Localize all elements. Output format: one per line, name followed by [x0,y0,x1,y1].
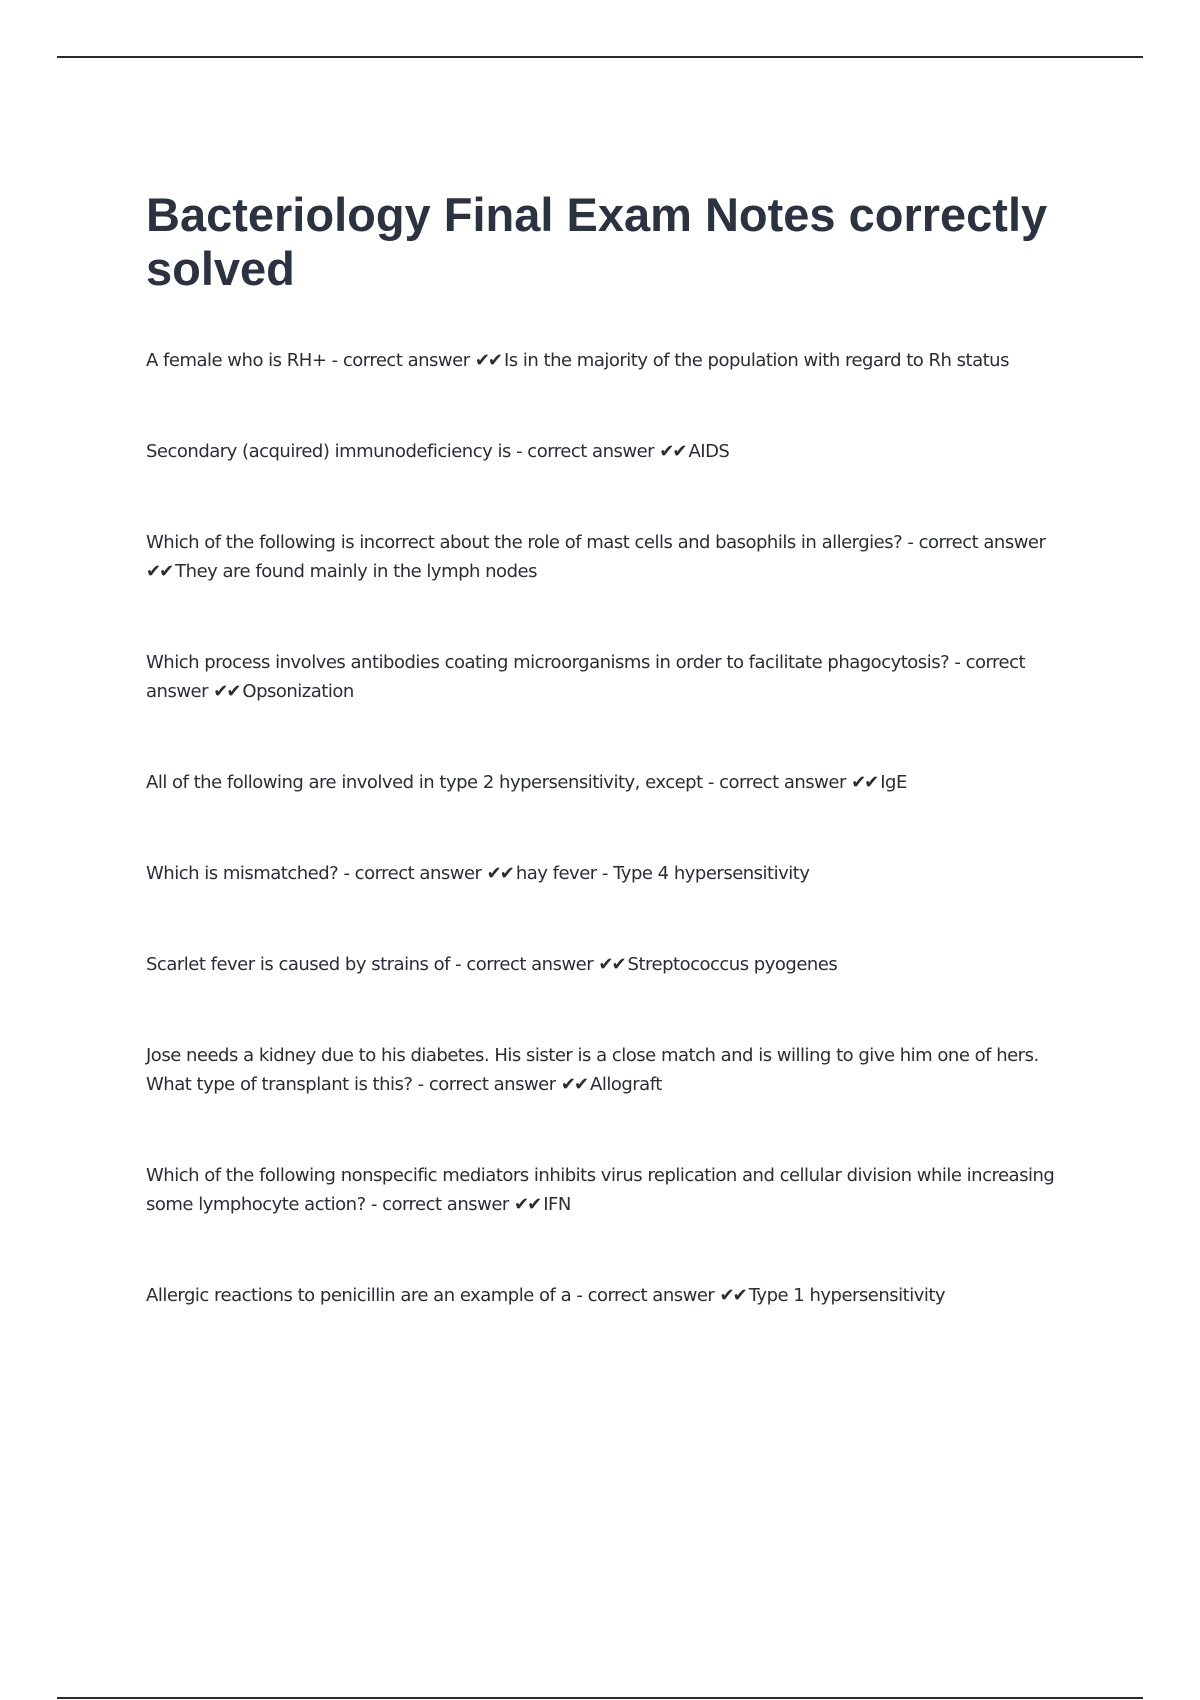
correct-answer-label: - correct answer [510,441,660,462]
question-text: Scarlet fever is caused by strains of [146,954,450,975]
qa-list [146,346,1076,1310]
correct-answer-label: - correct answer [326,350,475,371]
answer-text: Opsonization [242,681,354,702]
check-icon: ✔✔ [213,681,240,702]
check-icon: ✔✔ [486,863,513,884]
answer-text: Allograft [590,1074,662,1095]
answer-text: Streptococcus pyogenes [627,954,838,975]
answer-text: They are found mainly in the lymph nodes [175,561,537,582]
check-icon: ✔✔ [560,1074,588,1095]
question-text: A female who is RH+ [146,350,327,371]
correct-answer-label: - correct answer [365,1194,515,1215]
qa-item [146,648,1076,706]
question-text: Allergic reactions to penicillin are an example of a [146,1285,572,1306]
correct-answer-label: - correct answer [449,954,599,975]
correct-answer-label: - correct answer [146,652,1026,702]
answer-text: AIDS [688,441,730,462]
answer-text: hay fever - Type 4 hypersensitivity [515,863,810,884]
check-icon: ✔✔ [146,561,173,582]
check-icon: ✔✔ [514,1194,541,1215]
correct-answer-label: - correct answer [702,772,852,793]
answer-text: IgE [880,772,907,793]
check-icon: ✔✔ [851,772,878,793]
correct-answer-label: - correct answer [338,863,487,884]
question-text: Which of the following nonspecific mediators inhibits virus replication and cellular division while increasing some lymphocyte action? [146,1165,1055,1215]
document-title: Bacteriology Final Exam Notes correctly solved [146,188,1048,295]
answer-text: Type 1 hypersensitivity [748,1285,946,1306]
answer-text: Is in the majority of the population with regard to Rh status [504,350,1009,371]
answer-text: IFN [543,1194,571,1215]
question-text: Which of the following is incorrect about the role of mast cells and basophils in allergies? [146,532,903,553]
qa-item [146,1041,1076,1099]
correct-answer-label: - correct answer [412,1074,561,1095]
qa-item [146,768,1076,797]
qa-item [146,1161,1076,1219]
qa-item [146,950,1076,979]
qa-item [146,1281,1076,1310]
check-icon: ✔✔ [474,350,501,371]
bottom-divider [57,1697,1143,1699]
check-icon: ✔✔ [598,954,625,975]
question-text: Jose needs a kidney due to his diabetes. His sister is a close match and is willing to give him one of hers. What type of transplant is this? [146,1045,1039,1095]
qa-item [146,859,1076,888]
check-icon: ✔✔ [659,441,686,462]
correct-answer-label: - correct answer [902,532,1046,553]
question-text: All of the following are involved in type 2 hypersensitivity, except [146,772,703,793]
question-text: Secondary (acquired) immunodeficiency is [146,441,511,462]
question-text: Which is mismatched? [146,863,339,884]
question-text: Which process involves antibodies coating microorganisms in order to facilitate phagocytosis? [146,652,950,673]
correct-answer-label: - correct answer [571,1285,720,1306]
qa-item [146,346,1076,375]
top-divider [57,56,1143,58]
check-icon: ✔✔ [719,1285,746,1306]
qa-item [146,528,1076,586]
qa-item [146,437,1076,466]
